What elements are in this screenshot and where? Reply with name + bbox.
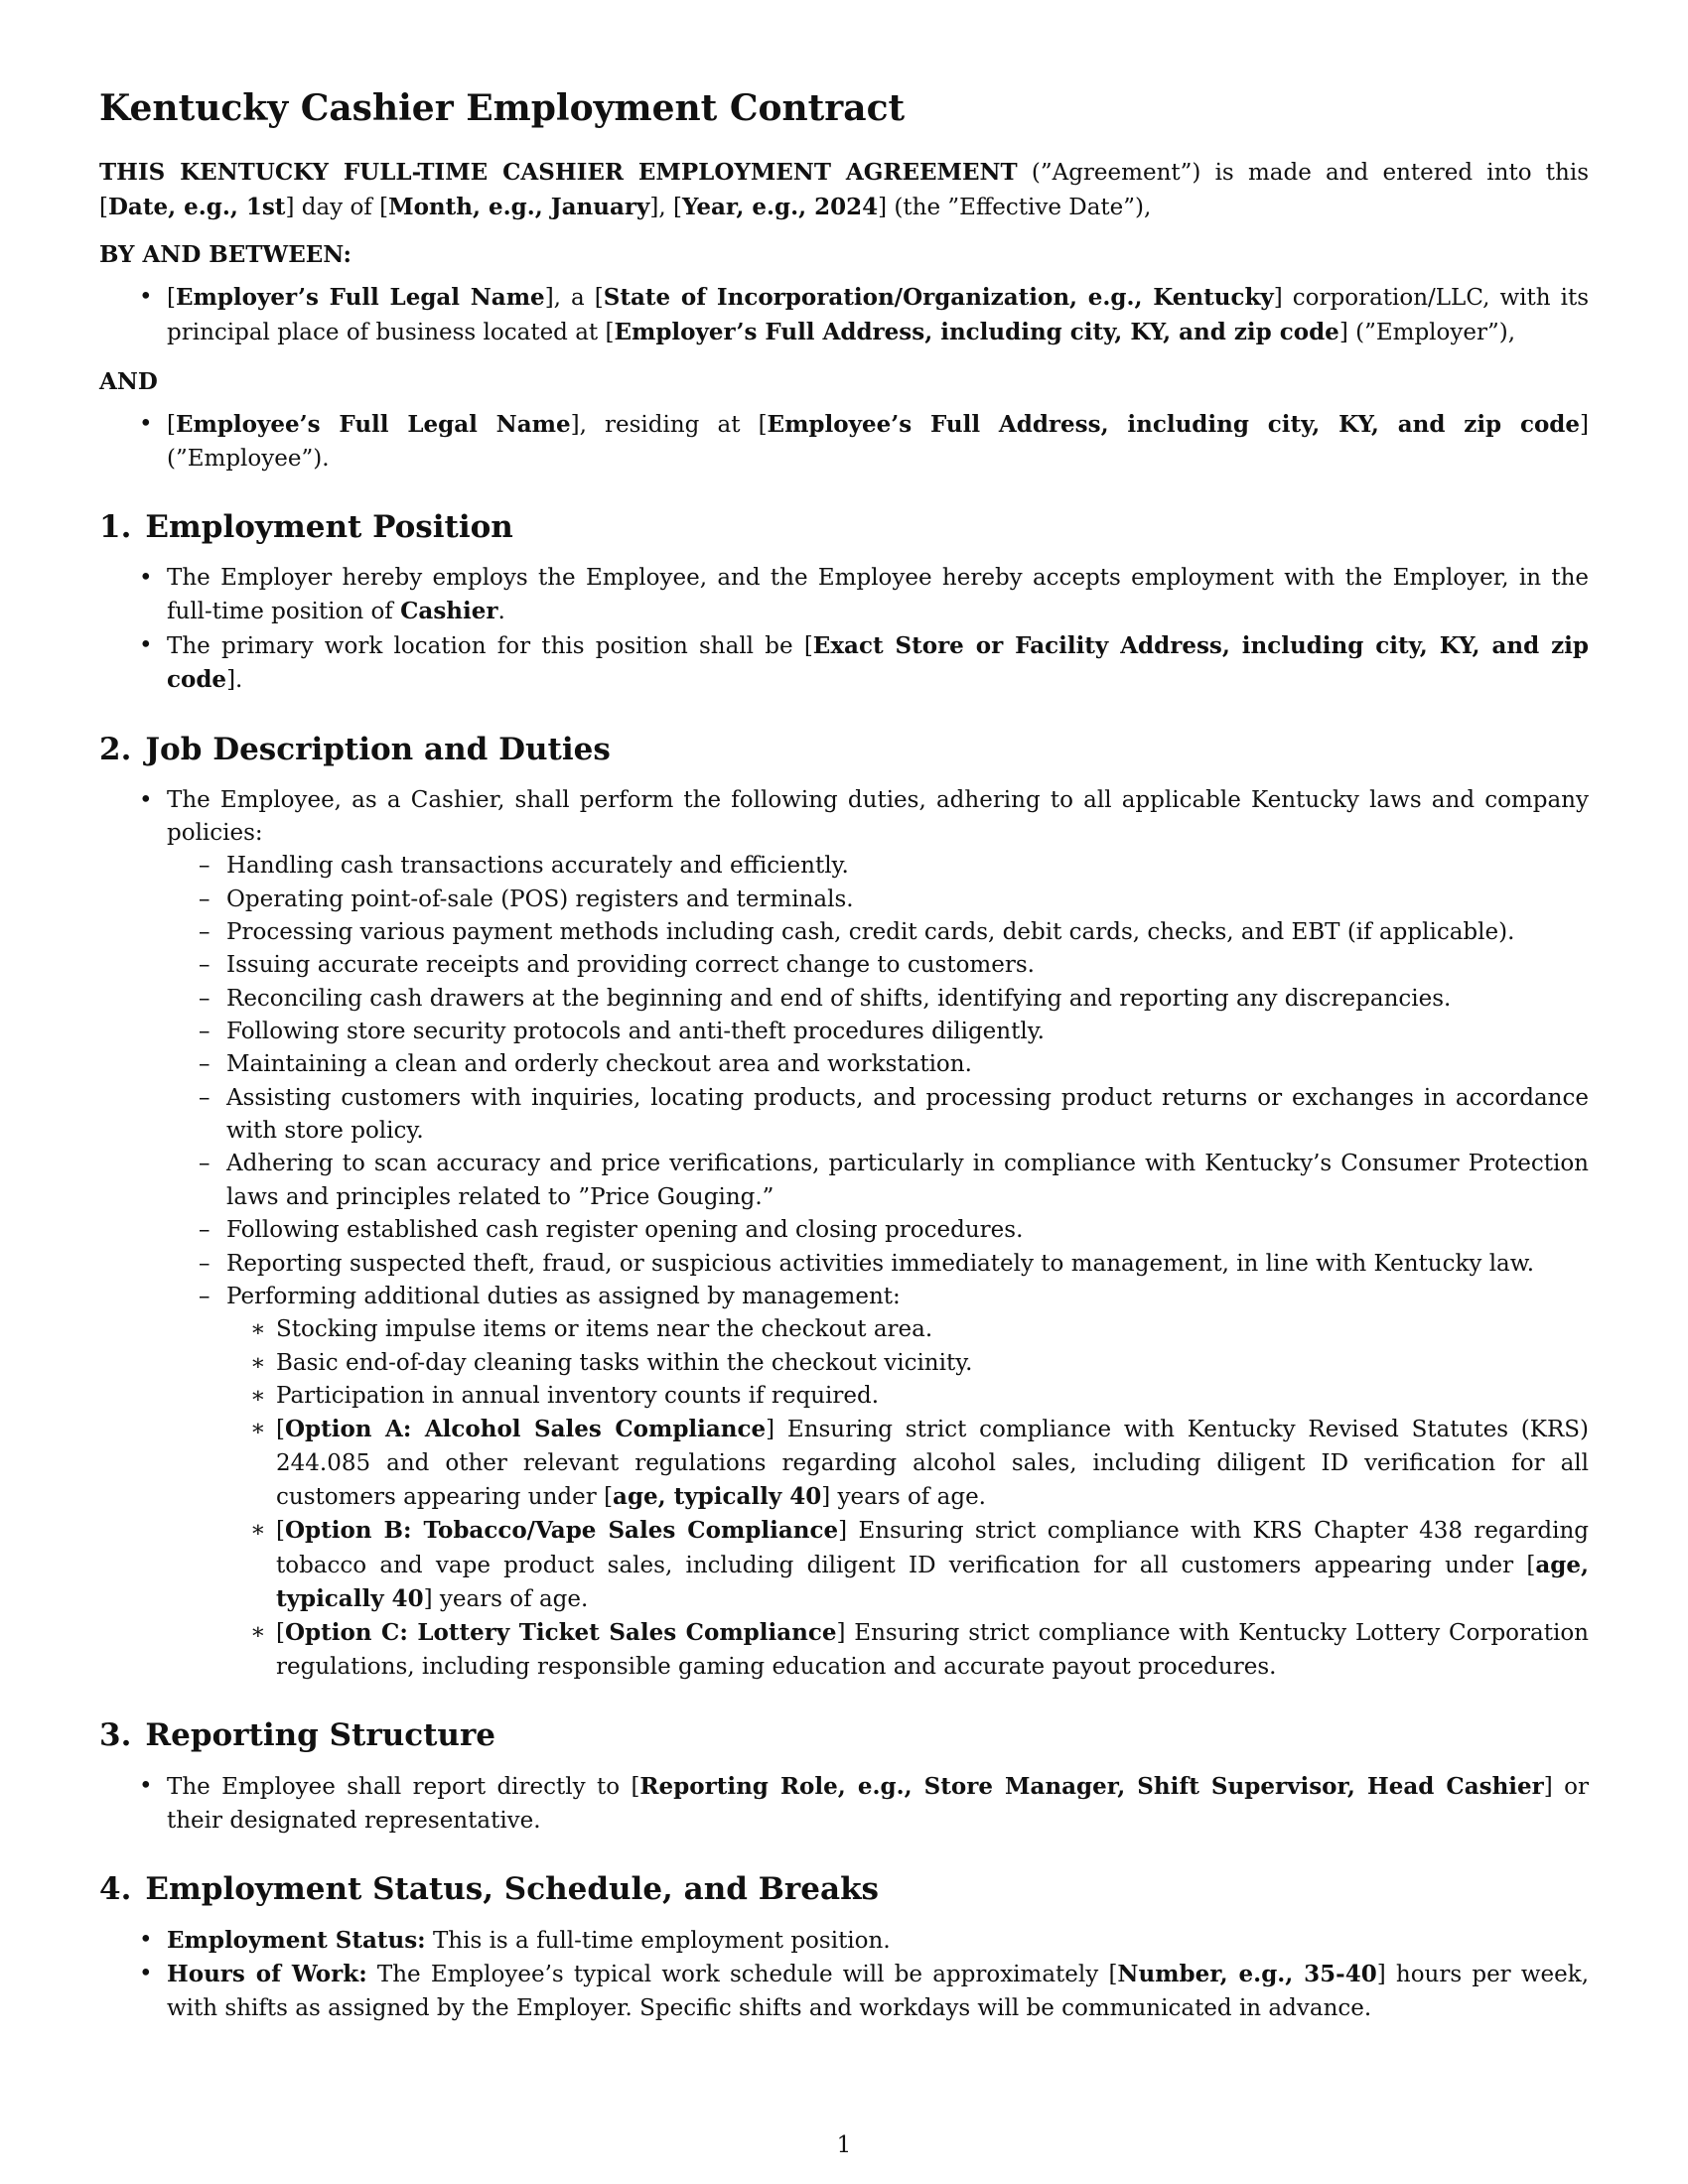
option-a-label: Option A: Alcohol Sales Compliance	[284, 1416, 767, 1443]
duties-lead: The Employee, as a Cashier, shall perform the following duties, adhering to all applicable Kentucky laws and company policies:	[167, 786, 1589, 847]
work-location-placeholder: Exact Store or Facility Address, including city, KY, and zip code	[167, 631, 1589, 694]
option-a-age-placeholder: age, typically 40	[613, 1482, 822, 1510]
duty-item: – Reconciling cash drawers at the beginning and end of shifts, identifying and reporting any discrepancies.	[167, 983, 1589, 1016]
section-4-heading: 4. Employment Status, Schedule, and Breaks	[99, 1870, 880, 1907]
month-placeholder: Month, e.g., January	[388, 193, 650, 220]
employment-status-item: • Employment Status: This is a full-time employment position.	[99, 1924, 1589, 1958]
document-page	[99, 87, 1589, 2031]
intro-text: (”Agreement”) is made and entered into this [	[99, 160, 1589, 220]
intro-text: ] day of [	[285, 194, 389, 220]
option-b-item: ∗ [Option B: Tobacco/Vape Sales Compliance] Ensuring strict compliance with KRS Chapter 438 regarding tobacco and vape product sales, including diligent ID verification for all customers appearing under [age, typically 40] years of age.	[226, 1514, 1589, 1616]
duty-item: – Reporting suspected theft, fraud, or suspicious activities immediately to management, in line with Kentucky law.	[167, 1248, 1589, 1281]
duty-item: – Assisting customers with inquiries, locating products, and processing product returns or exchanges in accordance with store policy.	[167, 1082, 1589, 1149]
document-title: Kentucky Cashier Employment Contract	[99, 87, 906, 129]
position-title: Cashier	[400, 598, 498, 625]
employer-state-placeholder: State of Incorporation/Organization, e.g., Kentucky	[603, 284, 1274, 312]
extra-duty-item: ∗ Stocking impulse items or items near the checkout area.	[226, 1313, 1589, 1346]
reporting-role-placeholder: Reporting Role, e.g., Store Manager, Shift Supervisor, Head Cashier	[639, 1773, 1544, 1801]
intro-paragraph	[99, 156, 1589, 224]
work-location-item: • The primary work location for this position shall be [Exact Store or Facility Address, including city, KY, and zip code].	[99, 629, 1589, 698]
employment-status-label: Employment Status:	[167, 1927, 426, 1955]
hours-of-work-label: Hours of Work:	[167, 1961, 367, 1988]
hours-of-work-item: • Hours of Work: The Employee’s typical work schedule will be approximately [Number, e.g., 35-40] hours per week, with shifts as assigned by the Employer. Specific shifts and workdays will be communicated in advance.	[99, 1958, 1589, 2025]
intro-text: ] (the ”Effective Date”),	[878, 194, 1152, 220]
option-c-label: Option C: Lottery Ticket Sales Compliance	[284, 1619, 837, 1647]
option-b-label: Option B: Tobacco/Vape Sales Compliance	[284, 1517, 839, 1545]
hours-placeholder: Number, e.g., 35-40	[1117, 1961, 1377, 1988]
duty-item: – Following established cash register opening and closing procedures.	[167, 1214, 1589, 1247]
year-placeholder: Year, e.g., 2024	[681, 193, 879, 220]
duties-item	[99, 784, 1589, 1684]
section-2-list	[99, 784, 1589, 1684]
employee-list	[99, 408, 1589, 476]
duty-item: – Adhering to scan accuracy and price verifications, particularly in compliance with Kentucky’s Consumer Protection laws and principles related to ”Price Gouging.”	[167, 1148, 1589, 1214]
employee-name-placeholder: Employee’s Full Legal Name	[175, 411, 571, 439]
section-2-heading: 2. Job Description and Duties	[99, 731, 611, 767]
section-4-list	[99, 1924, 1589, 2025]
intro-text: ], [	[649, 194, 682, 220]
section-1-list	[99, 562, 1589, 697]
duty-item: – Maintaining a clean and orderly checkout area and workstation.	[167, 1048, 1589, 1081]
duty-item: – Issuing accurate receipts and providing correct change to customers.	[167, 949, 1589, 982]
extra-duty-item: ∗ Participation in annual inventory counts if required.	[226, 1380, 1589, 1413]
employer-address-placeholder: Employer’s Full Address, including city, KY, and zip code	[614, 318, 1339, 345]
section-3-heading: 3. Reporting Structure	[99, 1716, 496, 1753]
employer-party: • [Employer’s Full Legal Name], a [State of Incorporation/Organization, e.g., Kentucky] corporation/LLC, with its principal place of business located at [Employer’s Full Address, including city, KY, and zip code] (”Employer”),	[99, 281, 1589, 349]
employee-address-placeholder: Employee’s Full Address, including city, KY, and zip code	[767, 411, 1581, 439]
section-1-heading: 1. Employment Position	[99, 508, 513, 545]
agreement-name: THIS KENTUCKY FULL-TIME CASHIER EMPLOYMENT AGREEMENT	[99, 159, 1018, 187]
additional-duties-list	[226, 1313, 1589, 1684]
by-and-between-label: BY AND BETWEEN:	[99, 240, 352, 268]
section-3-list	[99, 1770, 1589, 1838]
position-item: • The Employer hereby employs the Employee, and the Employee hereby accepts employment with the Employer, in the full-time position of Cashier.	[99, 562, 1589, 629]
reporting-item: • The Employee shall report directly to [Reporting Role, e.g., Store Manager, Shift Supervisor, Head Cashier] or their designated representative.	[99, 1770, 1589, 1838]
option-b-age-placeholder: age, typically 40	[276, 1551, 1589, 1612]
date-placeholder: Date, e.g., 1st	[107, 193, 286, 220]
employee-party: • [Employee’s Full Legal Name], residing at [Employee’s Full Address, including city, KY, and zip code] (”Employee”).	[99, 408, 1589, 476]
option-c-item: ∗ [Option C: Lottery Ticket Sales Compliance] Ensuring strict compliance with Kentucky Lottery Corporation regulations, including responsible gaming education and accurate payout procedures.	[226, 1616, 1589, 1684]
additional-duties-lead: Performing additional duties as assigned by management:	[226, 1283, 901, 1309]
duty-item: – Following store security protocols and anti-theft procedures diligently.	[167, 1016, 1589, 1048]
employer-name-placeholder: Employer’s Full Legal Name	[175, 284, 545, 312]
duty-item-additional	[167, 1281, 1589, 1684]
duty-item: – Handling cash transactions accurately and efficiently.	[167, 850, 1589, 883]
duty-item: – Operating point-of-sale (POS) registers and terminals.	[167, 884, 1589, 916]
page-number: 1	[836, 2132, 852, 2158]
and-label: AND	[99, 367, 158, 395]
duty-item: – Processing various payment methods including cash, credit cards, debit cards, checks, and EBT (if applicable).	[167, 916, 1589, 949]
extra-duty-item: ∗ Basic end-of-day cleaning tasks within the checkout vicinity.	[226, 1347, 1589, 1380]
duties-list	[167, 850, 1589, 1684]
option-a-item: ∗ [Option A: Alcohol Sales Compliance] Ensuring strict compliance with Kentucky Revised Statutes (KRS) 244.085 and other relevant regulations regarding alcohol sales, including diligent ID verification for all customers appearing under [age, typically 40] years of age.	[226, 1413, 1589, 1514]
employer-list	[99, 281, 1589, 349]
